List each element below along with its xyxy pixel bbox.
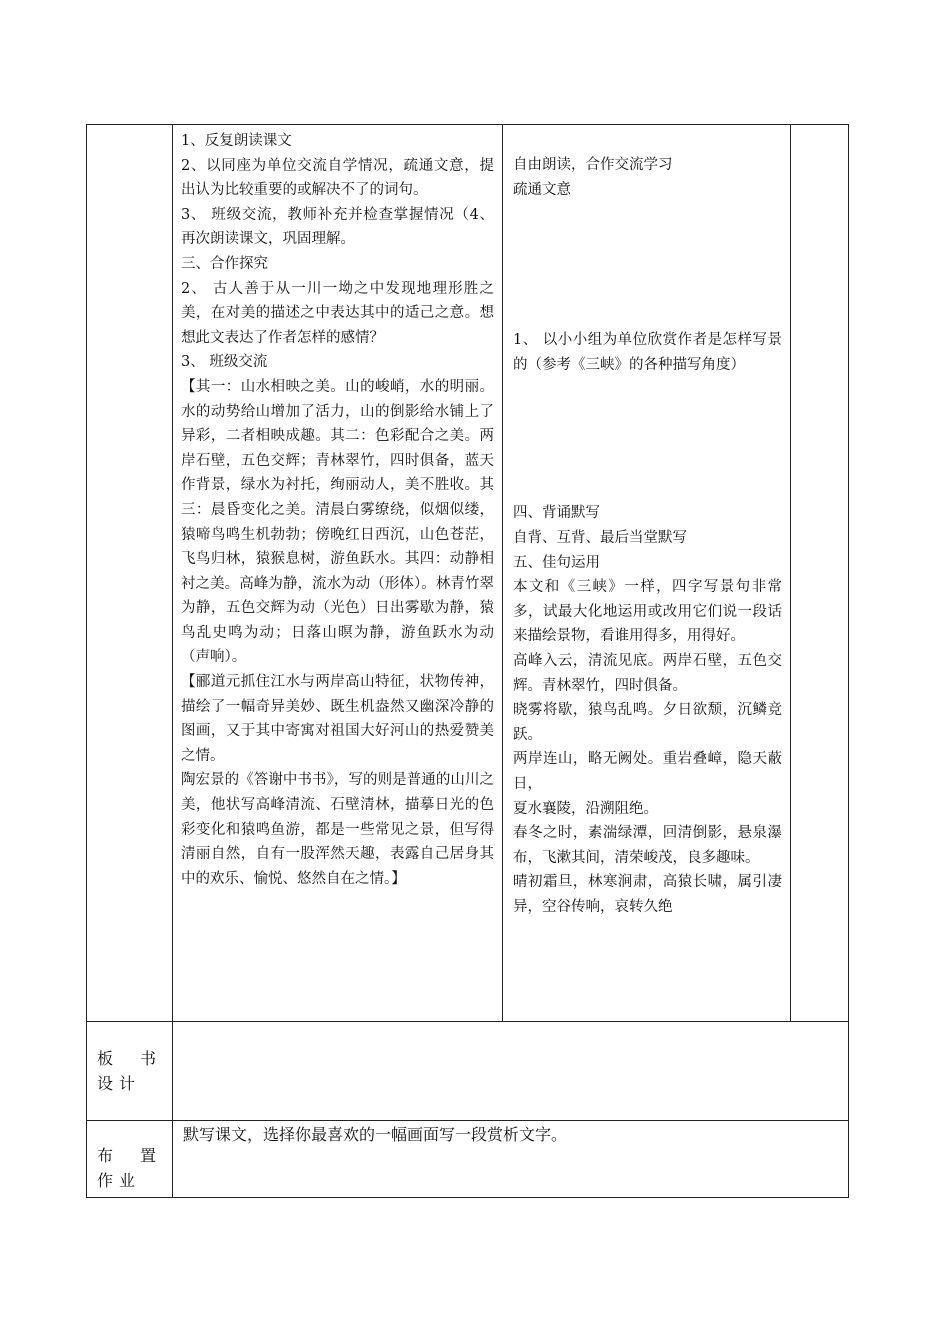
paragraph: 晴初霜旦，林寒涧肃，高猿长啸，属引凄异，空谷传响，哀转久绝 bbox=[513, 874, 782, 915]
paragraph: 五、佳句运用 bbox=[513, 554, 600, 571]
student-activity-text bbox=[503, 125, 790, 919]
teacher-activity-text bbox=[173, 125, 502, 891]
paragraph: 四、背诵默写 bbox=[513, 505, 600, 522]
homework-row bbox=[87, 1121, 849, 1198]
paragraph: 2、以同座为单位交流自学情况，疏通文意，提出认为比较重要的或解决不了的词句。 bbox=[181, 157, 494, 199]
teacher-activity-cell bbox=[173, 125, 503, 1022]
homework-content-cell bbox=[173, 1121, 849, 1198]
paragraph: 晓雾将歇，猿鸟乱鸣。夕日欲颓，沉鳞竞跃。 bbox=[513, 702, 782, 743]
paragraph: 【郦道元抓住江水与两岸高山特征，状物传神，描绘了一幅奇异美妙、既生机盎然又幽深冷静的图画，又于其中寄寓对祖国大好河山的热爱赞美之情。 bbox=[181, 674, 494, 764]
paragraph: 疏通文意 bbox=[513, 181, 571, 198]
paragraph: 两岸连山，略无阙处。重岩叠嶂，隐天蔽日， bbox=[513, 751, 782, 792]
paragraph: 本文和《三峡》一样，四字写景句非常多，试最大化地运用或改用它们说一段话来描绘景物，看谁用得多，用得好。 bbox=[513, 579, 782, 645]
board-design-content bbox=[173, 1022, 848, 1026]
paragraph: 三、合作探究 bbox=[181, 255, 268, 272]
lesson-plan-table bbox=[86, 124, 849, 1198]
board-design-label: 板书设计 bbox=[97, 1049, 162, 1093]
board-design-label-cell bbox=[87, 1022, 173, 1121]
paragraph: 夏水襄陵，沿溯阻绝。 bbox=[513, 800, 658, 817]
paragraph: 3、 班级交流 bbox=[181, 354, 268, 371]
homework-content: 默写课文，选择你最喜欢的一幅画面写一段赏析文字。 bbox=[183, 1125, 568, 1144]
board-design-row bbox=[87, 1022, 849, 1121]
paragraph: 高峰入云，清流见底。两岸石壁，五色交辉。青林翠竹，四时俱备。 bbox=[513, 652, 782, 694]
empty-label-cell bbox=[87, 125, 173, 1022]
paragraph: 陶宏景的《答谢中书书》，写的则是普通的山川之美，他状写高峰清流、石壁清林，描摹日光的色彩变化和猿鸣鱼游，都是一些常见之景，但写得清丽自然，自有一股浑然天趣，表露自己居身其中的欢乐、愉悦、悠然自在之情。】 bbox=[181, 772, 494, 887]
paragraph: 【其一：山水相映之美。山的峻峭，水的明丽。水的动势给山增加了活力，山的倒影给水铺上了异彩，二者相映成趣。其二：色彩配合之美。两岸石壁，五色交辉；青林翠竹，四时俱备，蓝天作背景，绿水为衬托，绚丽动人，美不胜收。其三：晨昏变化之美。清晨白雾缭绕，似烟似缕，猿啼鸟鸣生机勃勃；傍晚红日西沉，山色苍茫，飞鸟归林，猿猴息树，游鱼跃水。其四：动静相衬之美。高峰为静，流水为动（形体）。林青竹翠为静，五色交辉为动（光色）日出雾歇为静，猿鸟乱史鸣为动；日落山暝为静，游鱼跃水为动（声响）。 bbox=[181, 378, 494, 666]
paragraph: 2、 古人善于从一川一坳之中发现地理形胜之美，在对美的描述之中表达其中的适己之意。想想此文表达了作者怎样的感情？ bbox=[181, 280, 494, 346]
paragraph: 自由朗读，合作交流学习 bbox=[513, 157, 673, 173]
paragraph: 自背、互背、最后当堂默写 bbox=[513, 529, 687, 546]
paragraph: 3、 班级交流，教师补充并检查掌握情况（4、再次朗读课文，巩固理解。 bbox=[181, 206, 494, 248]
main-row bbox=[87, 125, 849, 1022]
student-activity-cell bbox=[503, 125, 791, 1022]
notes-cell bbox=[791, 125, 849, 1022]
paragraph: 1、 以小小组为单位欣赏作者是怎样写景的（参考《三峡》的各种描写角度） bbox=[513, 332, 782, 373]
homework-label: 布置作业 bbox=[97, 1146, 162, 1190]
paragraph: 春冬之时，素湍绿潭，回清倒影，悬泉瀑布，飞漱其间，清荣峻茂，良多趣味。 bbox=[513, 825, 782, 866]
board-design-content-cell bbox=[173, 1022, 849, 1121]
paragraph: 1、反复朗读课文 bbox=[181, 133, 292, 149]
homework-label-cell bbox=[87, 1121, 173, 1198]
